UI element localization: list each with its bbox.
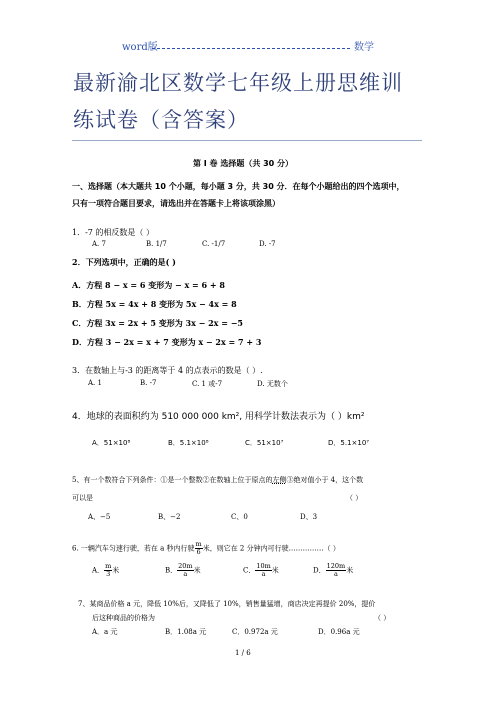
q4-option-c: C．51×10⁷ [245,439,284,447]
q3-option-a: A. 1 [88,379,102,387]
q5-option-d: D、3 [300,513,318,521]
q1-option-d: D. -7 [259,240,276,248]
q5-stem-part1: 5、有一个数符合下列条件：①是一个整数②在数轴上位于原点的 [72,476,273,484]
q6-option-b-numerator: 20m [178,562,193,570]
q6-option-b-fraction [177,563,193,578]
q6-option-d-fraction [326,563,347,578]
q7-stem-line1: 7、某商品价格 a 元，降低 10%后，又降低了 10%，销售量猛增，商店决定再提价 20%，提价 [78,600,376,608]
q7-stem-line2: 后这种商品的价格为 [92,614,155,622]
q4-option-a: A．51×10⁸ [92,439,131,447]
q1-option-a: A. 7 [92,240,106,248]
q5-option-b: B、−2 [158,513,181,521]
q6-stem-part1: 6. 一辆汽车匀速行驶，若在 a 秒内行驶 [72,544,195,553]
q5-stem-line1 [72,475,363,485]
q6-option-d-denominator: a [333,570,338,578]
section-instructions-line1: 一、选择题（本大题共 10 个小题，每小题 3 分，共 30 分．在每个小题给出的四个选项中， [72,182,405,191]
q2-option-d: D．方程 3 − 2x = x + 7 变形为 x − 2x = 7 + 3 [72,337,262,347]
q1-option-b: B. 1/7 [146,240,167,248]
q4-option-d: D．5.1×10⁷ [328,439,370,447]
q6-option-c [243,563,279,578]
q1-option-c: C. -1/7 [202,240,226,248]
header-left: word版 [122,42,158,53]
q6-option-c-label: C． [243,566,256,575]
q3-stem: 3．在数轴上与-3 的距离等于 4 的点表示的数是（ ）. [72,366,263,375]
header-dashed-rule [152,48,350,49]
q2-option-a: A．方程 8 − x = 6 变形为 − x = 6 + 8 [72,280,225,290]
q6-fraction-denominator: 6 [196,548,201,556]
q7-option-c: C．0.972a 元 [232,628,278,636]
q5-option-c: C、0 [231,513,248,521]
q6-option-d-numerator: 120m [326,562,346,570]
q7-option-a: A．a 元 [92,628,118,636]
q4-option-b: B．5.1×10⁸ [168,439,209,447]
q4-stem: 4．地球的表面积约为 510 000 000 km², 用科学计数法表示为（ ）km² [72,412,365,422]
q7-answer-paren: （ ） [374,614,391,622]
q5-stem-part2: ③绝对值小于 4，这个数 [286,476,364,484]
q6-option-d-label: D． [313,566,326,575]
document-title-line2: 练试卷（含答案） [73,108,249,132]
q6-option-c-fraction [255,563,271,578]
q6-option-c-unit: 米 [271,566,279,575]
q6-option-a-unit: 米 [112,566,120,575]
q2-stem: 2．下列选项中，正确的是( ) [72,257,176,267]
q2-option-c: C．方程 3x = 2x + 5 变形为 3x − 2x = −5 [72,318,243,328]
q5-option-a: A、−5 [88,513,111,521]
q5-stem-line2: 可以是 [72,494,93,502]
title-rule [72,140,422,141]
q6-option-b-unit: 米 [193,566,201,575]
q6-fraction-numerator: m [195,540,202,548]
q2-option-b: B．方程 5x = 4x + 8 变形为 5x − 4x = 8 [72,299,237,309]
header-right: 数学 [354,42,374,53]
q7-option-d: D．0.96a 元 [318,628,360,636]
q6-option-a-label: A． [92,566,105,575]
q6-option-a [92,563,119,578]
q3-option-c: C. 1 或-7 [192,380,223,388]
q6-stem-part2: 米，则它在 2 分钟内可行驶……………（ ） [202,544,340,553]
q6-option-a-numerator: m [105,562,112,570]
q3-option-b: B. -7 [140,379,157,387]
q6-option-b-label: B． [165,566,178,575]
q6-option-a-fraction [104,563,112,578]
section-instructions-line2: 只有一项符合题目要求，请选出并在答题卡上将该项涂黑） [72,199,280,208]
q3-option-d: D. 无数个 [257,380,288,388]
q6-option-d [313,563,353,578]
q5-stem-underlined: 左侧 [272,476,287,484]
q6-option-d-unit: 米 [346,566,354,575]
q6-option-c-denominator: a [261,570,266,578]
q6-option-c-numerator: 10m [256,562,271,570]
q6-option-b-denominator: a [183,570,188,578]
q1-stem: 1．-7 的相反数是（ ） [72,228,154,237]
q5-answer-paren: （ ） [346,494,363,502]
part-heading: 第 I 卷 选择题（共 30 分） [193,159,294,168]
q7-option-b: B．1.08a 元 [165,628,207,636]
q6-stem [72,541,340,556]
q6-option-a-denominator: 3 [106,570,111,578]
q6-fraction [195,541,203,556]
document-title-line1: 最新渝北区数学七年级上册思维训 [73,71,403,95]
q6-option-b [165,563,201,578]
page-number: 1 / 6 [235,649,251,657]
